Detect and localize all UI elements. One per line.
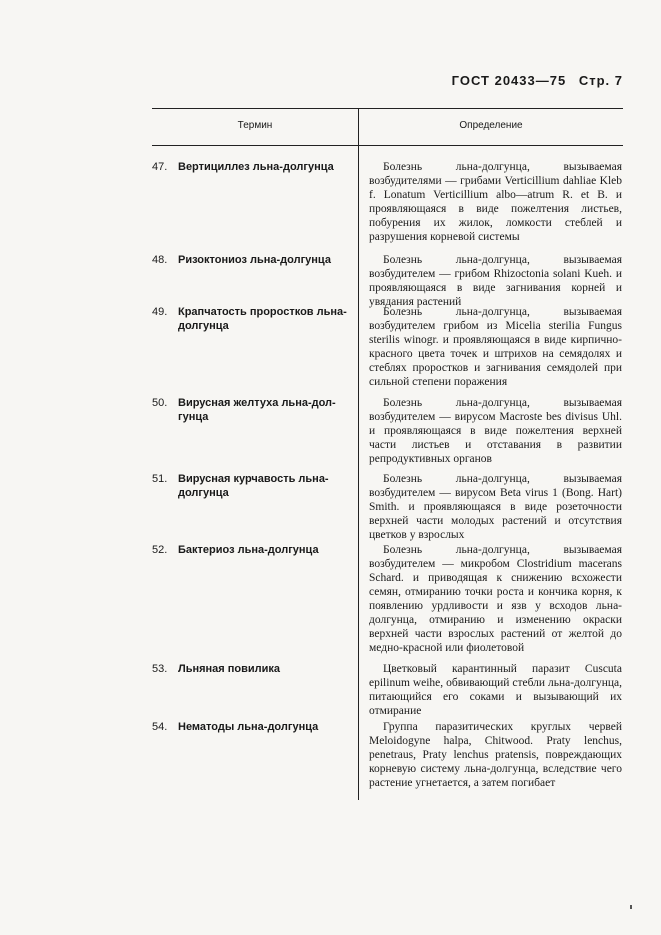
standard-number: ГОСТ 20433—75	[451, 73, 567, 88]
term-name	[152, 396, 348, 424]
term-number: 54.	[152, 721, 168, 733]
page-number: Стр. 7	[578, 73, 623, 88]
term-name	[152, 160, 348, 174]
term-line-1: Вирусная курчавость льна-	[178, 473, 329, 485]
term-name	[152, 472, 348, 500]
table-top-rule	[152, 108, 623, 109]
term-line-1: Крапчатость проростков льна-	[178, 306, 347, 318]
term-definition: Болезнь льна-долгунца, вызываемая возбудителем — микробом Clostridium macerans Schard. и приводящая к снижению всхожести семян, отмиранию точки роста и кончика корня, к появлению урдливости и язв у всходов льна-долгунца, отмиранию и изменению окраски верхней части взрослых растений от желтой до медно-красной или фиолетовой	[369, 544, 622, 654]
term-name	[152, 305, 348, 333]
term-definition: Болезнь льна-долгунца, вызываемая возбудителем грибом из Micelia sterilia Fungus sterilis winogr. и проявляющаяся в виде кирпично-красного цвета точек и штрихов на семядолях и стеблях проростков и загнивания семядолей при сильной степени поражения	[369, 306, 622, 388]
term-name	[152, 253, 348, 267]
term-definition: Цветковый карантинный паразит Cuscuta epilinum weihe, обвивающий стебли льна-долгунца, питающийся его соками и вызывающий их отмирание	[369, 663, 622, 717]
term-line-2: гунца	[178, 411, 209, 423]
term-number: 47.	[152, 161, 168, 173]
column-header-definition: Определение	[459, 120, 523, 131]
term-line-2: долгунца	[178, 487, 229, 499]
term-number: 52.	[152, 544, 168, 556]
term-definition: Болезнь льна-долгунца, вызываемая возбудителем — грибом Rhizoctonia solani Kueh. и проявляющаяся в виде загнивания корней и увядания растений	[369, 254, 622, 308]
term-definition: Группа паразитических круглых червей Meloidogyne halpa, Chitwood. Praty lenchus, penetraus, Praty lenchus pratensis, повреждающих корневую систему льна-долгунца, вследствие чего растение угнетается, а затем погибает	[369, 721, 622, 789]
term-name	[152, 720, 348, 734]
term-line-1: Нематоды льна-долгунца	[178, 721, 319, 733]
column-divider	[358, 108, 359, 800]
term-line-1: Ризоктониоз льна-долгунца	[178, 254, 331, 266]
term-definition: Болезнь льна-долгунца, вызываемая возбудителем — вирусом Macroste bes divisus Uhl. и проявляющаяся в виде пожелтения верхней части листьев и отставания в развитии репродуктивных органов	[369, 397, 622, 465]
term-line-2: долгунца	[178, 320, 229, 332]
term-number: 48.	[152, 254, 168, 266]
term-name	[152, 543, 348, 557]
page-header	[444, 73, 623, 88]
table-header-rule	[152, 145, 623, 146]
column-header-term: Термин	[237, 120, 273, 131]
term-definition: Болезнь льна-долгунца, вызываемая возбудителями — грибами Verticillium dahliae Kleb f. Lonatum Verticillium albo—atrum R. et B. и проявляющаяся в виде пожелтения листьев, побурения их жилок, ломкости стеблей и разрушения корневой системы	[369, 161, 622, 243]
term-line-1: Льняная повилика	[178, 663, 281, 675]
term-line-1: Вертициллез льна-долгунца	[178, 161, 334, 173]
term-number: 49.	[152, 306, 168, 318]
term-number: 51.	[152, 473, 168, 485]
term-definition: Болезнь льна-долгунца, вызываемая возбудителем — вирусом Beta virus 1 (Bong. Hart) Smith. и проявляющаяся в виде розеточности верхней части молодых растений и отсутствия цветков у взрослых	[369, 473, 622, 541]
term-number: 53.	[152, 663, 168, 675]
term-name	[152, 662, 348, 676]
term-number: 50.	[152, 397, 168, 409]
term-line-1: Вирусная желтуха льна-дол-	[178, 397, 336, 409]
print-speck	[630, 905, 632, 909]
term-line-1: Бактериоз льна-долгунца	[178, 544, 319, 556]
